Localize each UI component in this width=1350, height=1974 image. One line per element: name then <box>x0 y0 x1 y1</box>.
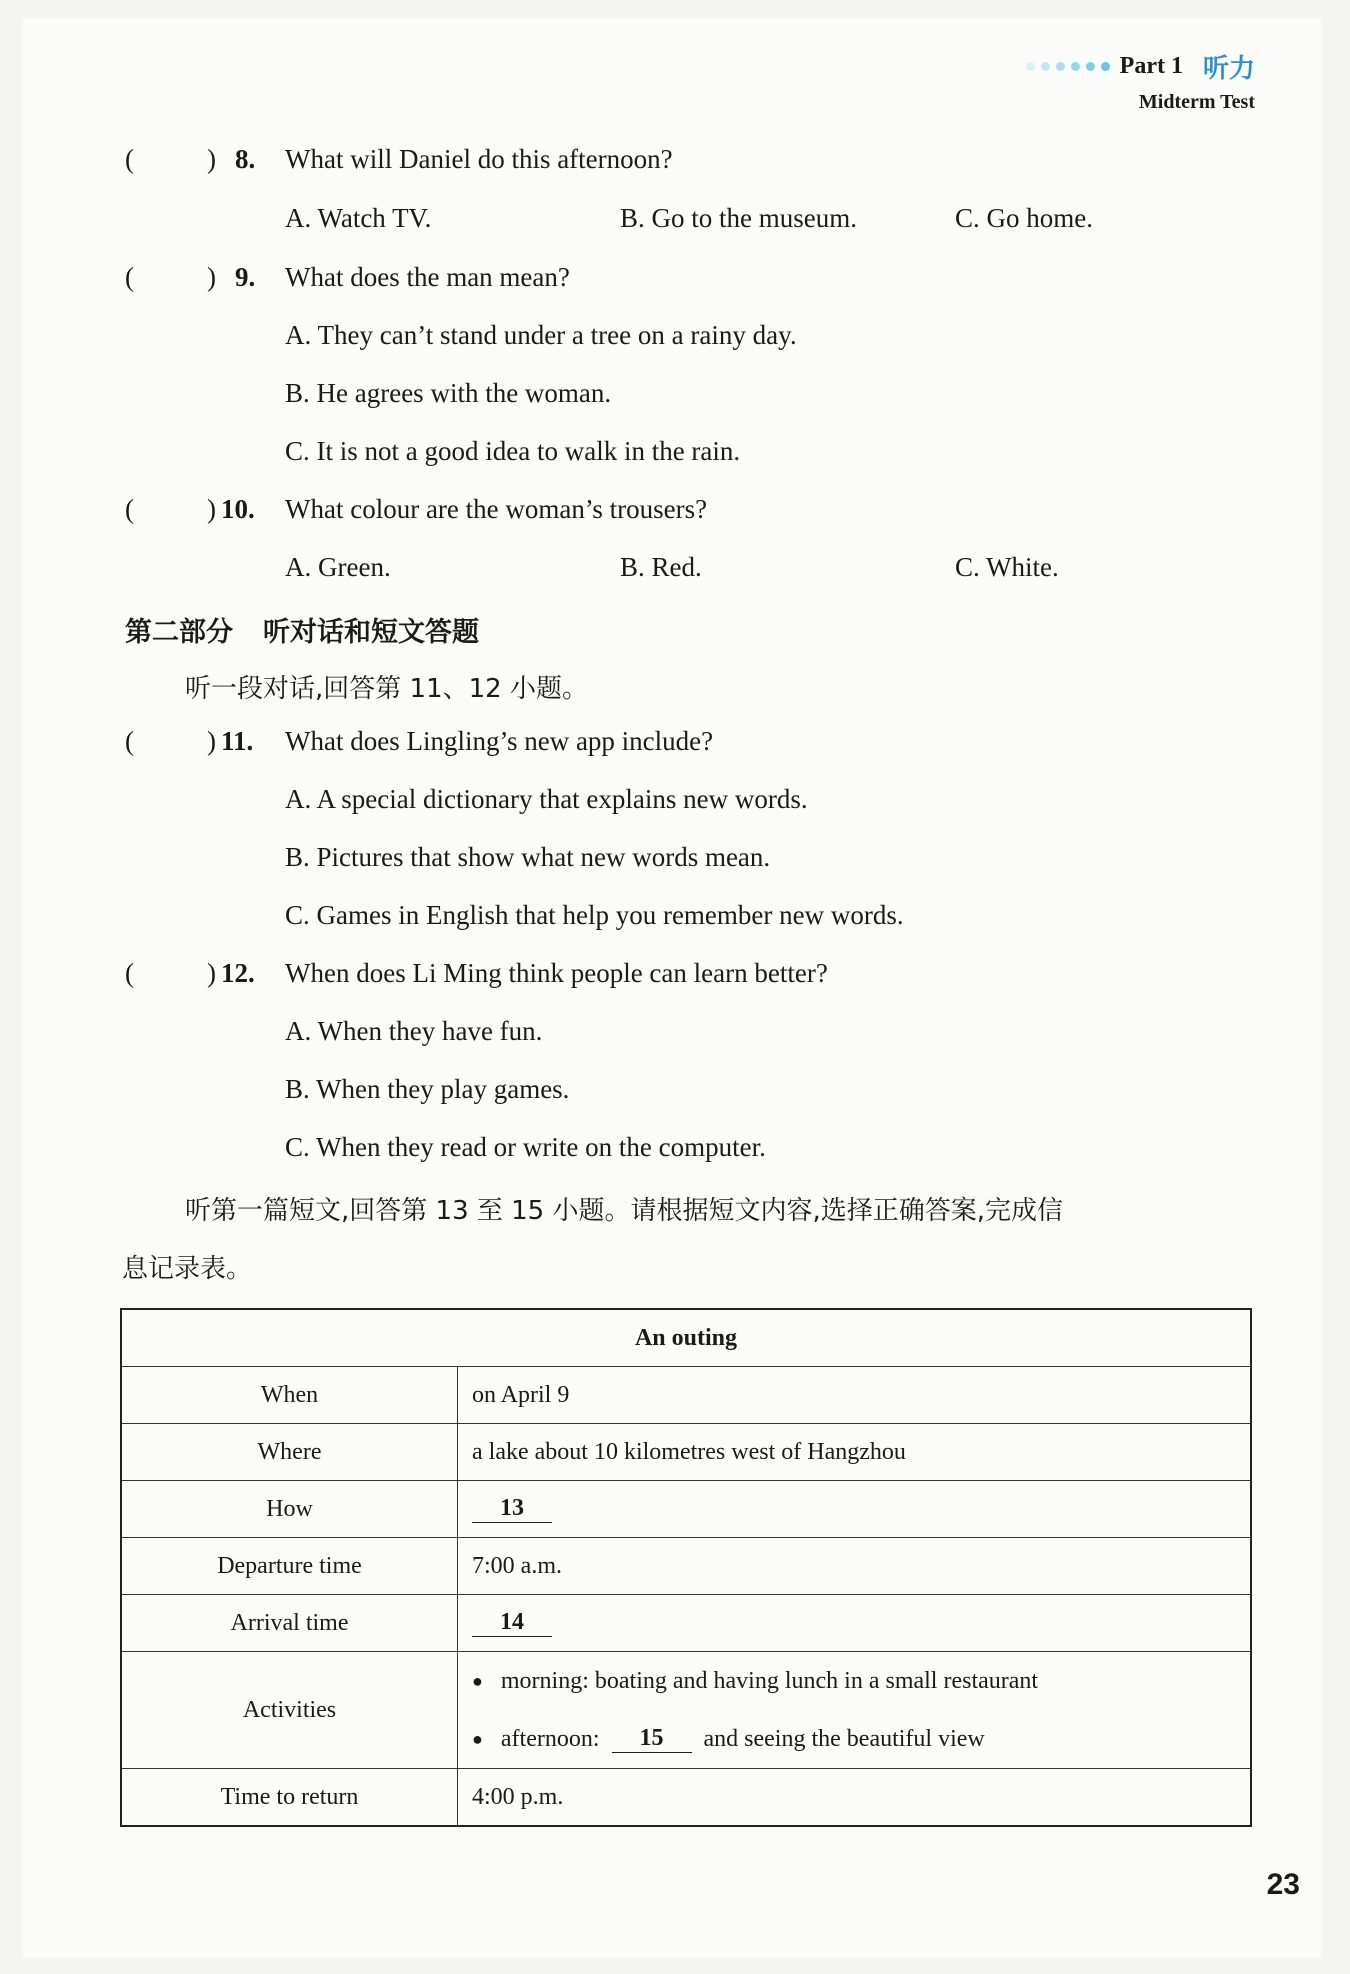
question-number: 8. <box>235 144 256 174</box>
answer-blank-13[interactable]: 13 <box>472 1495 552 1523</box>
question-number: 10. <box>221 494 255 524</box>
question-text: What colour are the woman’s trousers? <box>285 494 708 524</box>
answer-paren-open: ( <box>125 144 134 174</box>
row-value: a lake about 10 kilometres west of Hangzhou <box>458 1424 1252 1481</box>
answer-paren-open: ( <box>125 958 134 988</box>
instruction: 听第一篇短文,回答第 13 至 15 小题。请根据短文内容,选择正确答案,完成信 <box>185 1196 1064 1226</box>
option-b: B. He agrees with the woman. <box>285 378 612 408</box>
section-name: 听对话和短文答题 <box>263 617 479 648</box>
row-key: When <box>121 1367 458 1424</box>
answer-paren-close: ) <box>207 726 216 756</box>
option-b: B. Pictures that show what new words mean. <box>285 842 771 872</box>
answer-paren-open: ( <box>125 494 134 524</box>
row-key: Time to return <box>121 1769 458 1827</box>
table-title: An outing <box>121 1309 1251 1367</box>
row-value: 7:00 a.m. <box>458 1538 1252 1595</box>
option-b: B. Go to the museum. <box>620 203 857 233</box>
activity-morning <box>472 1652 1250 1710</box>
row-value <box>458 1481 1252 1538</box>
table-header-row <box>121 1309 1251 1367</box>
question-text: When does Li Ming think people can learn better? <box>285 958 828 988</box>
table-row <box>121 1769 1251 1827</box>
answer-paren-close: ) <box>207 262 216 292</box>
info-record-table <box>120 1308 1252 1827</box>
row-value: 4:00 p.m. <box>458 1769 1252 1827</box>
answer-paren-open: ( <box>125 726 134 756</box>
part-label: Part 1 <box>1119 53 1183 79</box>
header-subtitle: Midterm Test <box>1138 91 1255 113</box>
question-number: 12. <box>221 958 255 988</box>
option-c: C. When they read or write on the computer. <box>285 1132 766 1162</box>
row-value: on April 9 <box>458 1367 1252 1424</box>
activity-afternoon <box>472 1710 1250 1768</box>
answer-blank-14[interactable]: 14 <box>472 1609 552 1637</box>
part-cn-label: 听力 <box>1202 54 1255 84</box>
row-key: How <box>121 1481 458 1538</box>
option-a: A. Watch TV. <box>285 203 432 233</box>
question-number: 9. <box>235 262 256 292</box>
table-row <box>121 1538 1251 1595</box>
table-row <box>121 1652 1251 1769</box>
option-a: A. When they have fun. <box>285 1016 543 1046</box>
option-c: C. White. <box>955 552 1059 582</box>
option-a: A. They can’t stand under a tree on a rainy day. <box>285 320 797 350</box>
question-text: What will Daniel do this afternoon? <box>285 144 673 174</box>
question-text: What does the man mean? <box>285 262 570 292</box>
answer-paren-open: ( <box>125 262 134 292</box>
decorative-dots <box>1026 62 1110 71</box>
section-title <box>125 610 479 649</box>
answer-blank-15[interactable]: 15 <box>612 1725 692 1753</box>
row-value <box>458 1595 1252 1652</box>
option-c: C. It is not a good idea to walk in the rain. <box>285 436 741 466</box>
instruction: 听一段对话,回答第 11、12 小题。 <box>185 674 588 704</box>
activity-text: and seeing the beautiful view <box>703 1725 985 1752</box>
bullet-icon: ● <box>472 1670 483 1691</box>
section-number: 第二部分 <box>125 617 233 648</box>
option-a: A. Green. <box>285 552 391 582</box>
option-c: C. Go home. <box>955 203 1093 233</box>
page-number: 23 <box>1266 1868 1300 1901</box>
answer-paren-close: ) <box>207 494 216 524</box>
option-c: C. Games in English that help you remember new words. <box>285 900 904 930</box>
instruction-continued: 息记录表。 <box>122 1254 253 1284</box>
activity-label: afternoon: <box>500 1725 600 1752</box>
option-b: B. When they play games. <box>285 1074 570 1104</box>
table-row <box>121 1367 1251 1424</box>
row-key: Where <box>121 1424 458 1481</box>
option-b: B. Red. <box>620 552 702 582</box>
table-row <box>121 1481 1251 1538</box>
table-row <box>121 1595 1251 1652</box>
answer-paren-close: ) <box>207 958 216 988</box>
answer-paren-close: ) <box>207 144 216 174</box>
table-row <box>121 1424 1251 1481</box>
row-value <box>458 1652 1252 1769</box>
row-key: Departure time <box>121 1538 458 1595</box>
row-key: Activities <box>121 1652 458 1769</box>
bullet-icon: ● <box>472 1728 483 1749</box>
option-a: A. A special dictionary that explains new words. <box>285 784 808 814</box>
activity-label: morning: <box>500 1667 589 1694</box>
question-number: 11. <box>221 726 254 756</box>
page-header <box>1026 48 1255 114</box>
question-text: What does Lingling’s new app include? <box>285 726 714 756</box>
row-key: Arrival time <box>121 1595 458 1652</box>
activity-text: boating and having lunch in a small restaurant <box>594 1667 1039 1694</box>
